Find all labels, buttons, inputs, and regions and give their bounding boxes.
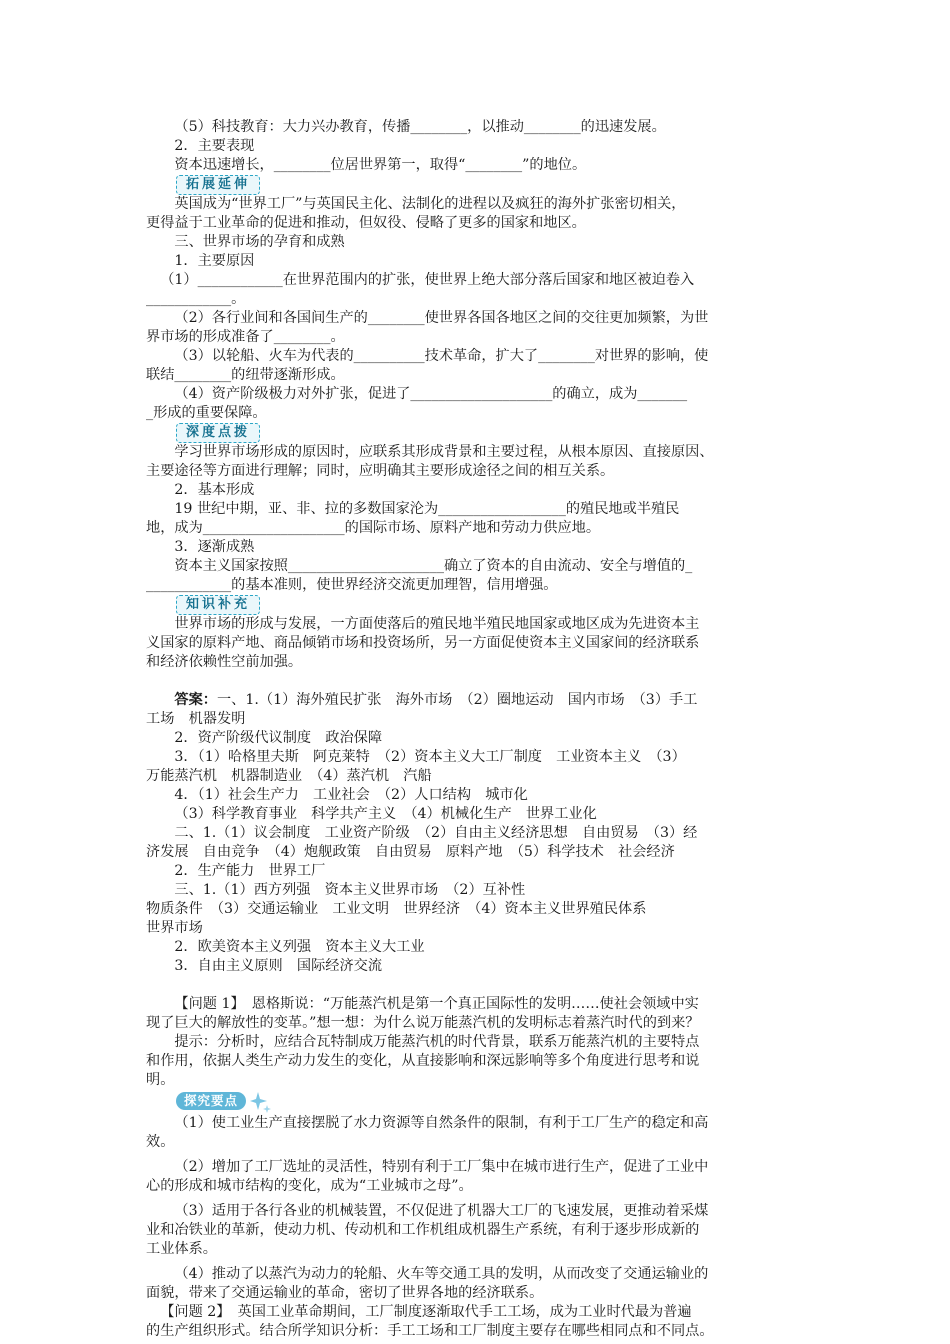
text-line-content: 2．生产能力 世界工厂 [174, 863, 326, 879]
text-line [146, 691, 810, 710]
text-line [146, 729, 810, 748]
text-line-content: 【问题 1】 恩格斯说：“万能蒸汽机是第一个真正国际性的发明……使社会领域中实 [174, 996, 699, 1012]
text-line [146, 1240, 810, 1259]
text-line-content: 万能蒸汽机 机器制造业 （4）蒸汽机 汽船 [146, 768, 432, 784]
text-line [146, 919, 810, 938]
text-line-content: 三、1.（1）西方列强 资本主义世界市场 （2）互补性 [174, 882, 526, 898]
text-line-content: ____________的基本准则，使世界经济交流更加理智，信用增强。 [146, 577, 558, 593]
text-line [146, 1033, 810, 1052]
text-line [146, 538, 810, 557]
text-line-content: 3．（1）哈格里夫斯 阿克莱特 （2）资本主义大工厂制度 工业资本主义 （3） [174, 749, 686, 765]
text-line [146, 576, 810, 595]
probe-tag-label: 探究要点 [176, 1092, 246, 1110]
text-line [146, 137, 810, 156]
text-line [146, 1265, 810, 1284]
text-line-content: （2）各行业间和各国间生产的________使世界各国各地区之间的交往更加频繁，为世 [174, 310, 709, 326]
text-line [146, 634, 810, 653]
text-line-content: 义国家的原料产地、商品倾销市场和投资场所，另一方面促使资本主义国家间的经济联系 [146, 635, 700, 651]
text-line [146, 347, 810, 366]
text-line-content: （1）使工业生产直接摆脱了水力资源等自然条件的限制，有利于工厂生产的稳定和高 [174, 1115, 709, 1131]
text-line-content: 主要途径等方面进行理解；同时，应明确其主要形成途径之间的相互关系。 [146, 463, 615, 479]
text-line-content: （2）增加了工厂选址的灵活性，特别有利于工厂集中在城市进行生产，促进了工业中 [174, 1159, 709, 1175]
text-line [146, 862, 810, 881]
answer-label: 答案： [174, 692, 217, 708]
text-line [146, 462, 810, 481]
text-line-content: 2．欧美资本主义列强 资本主义大工业 [174, 939, 425, 955]
text-line [146, 1202, 810, 1221]
blank-line [146, 976, 810, 995]
text-line [146, 195, 810, 214]
text-line [146, 481, 810, 500]
text-line [146, 252, 810, 271]
text-line [146, 519, 810, 538]
text-line-content: 业和冶铁业的革新，使动力机、传动机和工作机组成机器生产系统，有利于逐步形成新的 [146, 1222, 700, 1238]
text-line-content: 3．逐渐成熟 [174, 539, 255, 555]
text-line-content: 心的形成和城市结构的变化，成为“工业城市之母”。 [146, 1178, 473, 1194]
text-line-content: （3）科学教育事业 科学共产主义 （4）机械化生产 世界工业化 [174, 806, 597, 822]
text-line-content: 明。 [146, 1072, 175, 1088]
text-line [146, 233, 810, 252]
text-line [146, 615, 810, 634]
text-line-content: （1）____________在世界范围内的扩张，使世界上绝大部分落后国家和地区被迫卷入 [160, 272, 695, 288]
text-line [146, 824, 810, 843]
text-line-content: 济发展 自由竞争 （4）炮舰政策 自由贸易 原料产地 （5）科学技术 社会经济 [146, 844, 675, 860]
text-line [146, 214, 810, 233]
probe-tag-row [146, 1092, 810, 1114]
text-line [146, 767, 810, 786]
text-line [146, 1114, 810, 1133]
text-line-content: 世界市场的形成与发展，一方面使落后的殖民地半殖民地国家或地区成为先进资本主 [174, 616, 700, 632]
text-line-content: 面貌，带来了交通运输业的革命，密切了世界各地的经济联系。 [146, 1285, 544, 1301]
text-line-content: （5）科技教育：大力兴办教育，传播________，以推动________的迅速发展。 [174, 119, 666, 135]
text-line-content: 2．资产阶级代议制度 政治保障 [174, 730, 383, 746]
sparkle-icon [250, 1090, 272, 1114]
text-line [146, 1284, 810, 1303]
section-tag-label: 拓展延伸 [176, 175, 260, 195]
text-line-content: （3）以轮船、火车为代表的__________技术革命，扩大了________对世界的影响，使 [174, 348, 709, 364]
text-line [146, 1133, 810, 1152]
blank-line [146, 672, 810, 691]
text-line [146, 1322, 810, 1341]
text-line [146, 1014, 810, 1033]
text-line-content: 和经济依赖性空前加强。 [146, 654, 303, 670]
text-line-content: 二、1.（1）议会制度 工业资产阶级 （2）自由主义经济思想 自由贸易 （3）经 [174, 825, 698, 841]
text-line-content: 界市场的形成准备了________。 [146, 329, 345, 345]
text-line-content: 【问题 2】 英国工业革命期间，工厂制度逐渐取代手工工场，成为工业时代最为普遍 [160, 1304, 692, 1320]
text-line-content: 1．主要原因 [174, 253, 255, 269]
text-line [146, 156, 810, 175]
text-line [146, 118, 810, 137]
text-line-content: 提示：分析时，应结合瓦特制成万能蒸汽机的时代背景，联系万能蒸汽机的主要特点 [174, 1034, 700, 1050]
text-line [146, 1221, 810, 1240]
text-line-content: 的生产组织形式。结合所学知识分析：手工工场和工厂制度主要存在哪些相同点和不同点。 [146, 1323, 714, 1339]
text-line [146, 404, 810, 423]
text-line-content: 学习世界市场形成的原因时，应联系其形成背景和主要过程，从根本原因、直接原因、 [174, 444, 714, 460]
text-line-content: 资本迅速增长，________位居世界第一，取得“________”的地位。 [174, 157, 587, 173]
text-line [146, 309, 810, 328]
text-line-content: 2．主要表现 [174, 138, 255, 154]
text-line-content: 联结________的纽带逐渐形成。 [146, 367, 345, 383]
section-tag-label: 知识补充 [176, 595, 260, 615]
text-line-content: 资本主义国家按照______________________确立了资本的自由流动、安全与增值的_ [174, 558, 693, 574]
text-line [146, 290, 810, 309]
text-line [146, 271, 810, 290]
document-body [146, 118, 810, 1341]
text-line [146, 1158, 810, 1177]
section-tag-row [146, 595, 810, 615]
text-line-content: 19 世纪中期，亚、非、拉的多数国家沦为__________________的殖民地或半殖民 [174, 501, 680, 517]
text-line-content: 3．自由主义原则 国际经济交流 [174, 958, 383, 974]
text-line-content: _形成的重要保障。 [146, 405, 267, 421]
text-line-content: 现了巨大的解放性的变革。”想一想：为什么说万能蒸汽机的发明标志着蒸汽时代的到来？ [146, 1015, 700, 1031]
text-line [146, 500, 810, 519]
text-line-content: 工业体系。 [146, 1241, 217, 1257]
text-line-content: 工场 机器发明 [146, 711, 246, 727]
text-line [146, 1052, 810, 1071]
text-line-content: 更得益于工业革命的促进和推动，但奴役、侵略了更多的国家和地区。 [146, 215, 586, 231]
text-line [146, 881, 810, 900]
text-line [146, 995, 810, 1014]
text-line-content: 效。 [146, 1134, 175, 1150]
text-line [146, 366, 810, 385]
text-line [146, 957, 810, 976]
text-line [146, 385, 810, 404]
text-line [146, 557, 810, 576]
text-line [146, 805, 810, 824]
text-line [146, 1303, 810, 1322]
text-line [146, 653, 810, 672]
text-line-content: ____________。 [146, 291, 246, 307]
text-line [146, 443, 810, 462]
text-line-content: 三、世界市场的孕育和成熟 [174, 234, 345, 250]
text-line [146, 900, 810, 919]
text-line-content: 世界市场 [146, 920, 203, 936]
text-line [146, 786, 810, 805]
text-line [146, 748, 810, 767]
text-line-content: （4）推动了以蒸汽为动力的轮船、火车等交通工具的发明，从而改变了交通运输业的 [174, 1266, 709, 1282]
section-tag-row [146, 423, 810, 443]
section-tag-row [146, 175, 810, 195]
text-line [146, 938, 810, 957]
text-line [146, 1071, 810, 1090]
text-line-content: 4．（1）社会生产力 工业社会 （2）人口结构 城市化 [174, 787, 528, 803]
text-line [146, 843, 810, 862]
text-line [146, 710, 810, 729]
text-line-content: （3）适用于各行各业的机械装置，不仅促进了机器大工厂的飞速发展，更推动着采煤 [174, 1203, 709, 1219]
text-line-content: 和作用，依据人类生产动力发生的变化，从直接影响和深远影响等多个角度进行思考和说 [146, 1053, 700, 1069]
text-line-content: 物质条件 （3）交通运输业 工业文明 世界经济 （4）资本主义世界殖民体系 [146, 901, 647, 917]
text-line [146, 1177, 810, 1196]
text-line-content: （4）资产阶级极力对外扩张，促进了____________________的确立，成为_______ [174, 386, 688, 402]
text-line-content: 英国成为“世界工厂”与英国民主化、法制化的进程以及疯狂的海外扩张密切相关， [174, 196, 686, 212]
section-tag-label: 深度点拨 [176, 423, 260, 443]
text-line-content: 2．基本形成 [174, 482, 255, 498]
text-line-content: 一、1.（1）海外殖民扩张 海外市场 （2）圈地运动 国内市场 （3）手工 [216, 692, 698, 708]
text-line [146, 328, 810, 347]
text-line-content: 地，成为____________________的国际市场、原料产地和劳动力供应地。 [146, 520, 601, 536]
